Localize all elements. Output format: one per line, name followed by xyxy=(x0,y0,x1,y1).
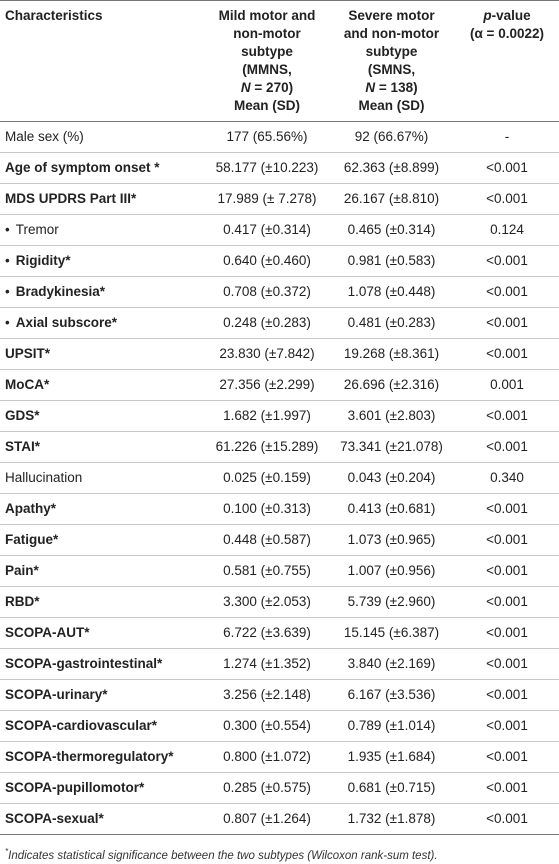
row-label xyxy=(0,494,206,525)
p-value: <0.001 xyxy=(455,432,559,463)
mmns-value: 0.025 (±0.159) xyxy=(206,463,328,494)
row-label-text: Hallucination xyxy=(5,470,83,485)
row-label xyxy=(0,742,206,773)
mmns-value: 0.708 (±0.372) xyxy=(206,277,328,308)
row-label xyxy=(0,711,206,742)
p-value: <0.001 xyxy=(455,649,559,680)
mmns-value: 3.256 (±2.148) xyxy=(206,680,328,711)
mmns-value: 0.640 (±0.460) xyxy=(206,246,328,277)
row-label-text: MDS UPDRS Part III* xyxy=(5,191,137,206)
row-label-text: SCOPA-gastrointestinal* xyxy=(5,656,163,671)
table-row xyxy=(0,122,559,153)
table-row xyxy=(0,401,559,432)
table-row xyxy=(0,742,559,773)
mmns-value: 17.989 (± 7.278) xyxy=(206,184,328,215)
p-value: <0.001 xyxy=(455,587,559,618)
header-smns-line: Mean (SD) xyxy=(358,98,425,113)
smns-value: 0.981 (±0.583) xyxy=(328,246,455,277)
footnote-text: Indicates statistical significance between the two subtypes (Wilcoxon rank-sum test). xyxy=(8,849,438,862)
table-row xyxy=(0,246,559,277)
mmns-value: 1.274 (±1.352) xyxy=(206,649,328,680)
table-row xyxy=(0,432,559,463)
mmns-value: 27.356 (±2.299) xyxy=(206,370,328,401)
table-row xyxy=(0,711,559,742)
row-label-text: UPSIT* xyxy=(5,346,51,361)
row-label-text: Tremor xyxy=(15,222,59,237)
header-mmns-line: Mild motor and xyxy=(218,8,316,23)
row-label-text: Rigidity* xyxy=(15,253,71,268)
smns-value: 3.601 (±2.803) xyxy=(328,401,455,432)
row-label-text: Age of symptom onset * xyxy=(5,160,160,175)
row-label xyxy=(0,308,206,339)
table-row xyxy=(0,184,559,215)
table-row xyxy=(0,494,559,525)
p-value: <0.001 xyxy=(455,804,559,835)
p-value: <0.001 xyxy=(455,401,559,432)
row-label xyxy=(0,463,206,494)
table-row xyxy=(0,618,559,649)
mmns-value: 177 (65.56%) xyxy=(206,122,328,153)
p-value: <0.001 xyxy=(455,153,559,184)
smns-value: 0.789 (±1.014) xyxy=(328,711,455,742)
mmns-value: 0.581 (±0.755) xyxy=(206,556,328,587)
smns-value: 0.681 (±0.715) xyxy=(328,773,455,804)
bullet-icon: • xyxy=(5,253,10,268)
smns-value: 6.167 (±3.536) xyxy=(328,680,455,711)
p-value: <0.001 xyxy=(455,711,559,742)
row-label-text: RBD* xyxy=(5,594,40,609)
table-footnote xyxy=(0,835,559,864)
p-value: <0.001 xyxy=(455,277,559,308)
header-mmns-line: (MMNS, xyxy=(242,62,292,77)
row-label-text: SCOPA-urinary* xyxy=(5,687,108,702)
row-label xyxy=(0,680,206,711)
p-value: <0.001 xyxy=(455,525,559,556)
table-row xyxy=(0,370,559,401)
row-label xyxy=(0,587,206,618)
row-label xyxy=(0,370,206,401)
mmns-value: 1.682 (±1.997) xyxy=(206,401,328,432)
smns-value: 19.268 (±8.361) xyxy=(328,339,455,370)
row-label xyxy=(0,401,206,432)
header-mmns-line: non-motor xyxy=(233,26,301,41)
smns-value: 92 (66.67%) xyxy=(328,122,455,153)
row-label xyxy=(0,649,206,680)
smns-value: 73.341 (±21.078) xyxy=(328,432,455,463)
table-row xyxy=(0,463,559,494)
header-smns-line: N = 138) xyxy=(365,80,418,95)
table-row xyxy=(0,277,559,308)
header-p-line: (α = 0.0022) xyxy=(470,26,544,41)
mmns-value: 0.807 (±1.264) xyxy=(206,804,328,835)
row-label xyxy=(0,773,206,804)
smns-value: 0.465 (±0.314) xyxy=(328,215,455,246)
row-label xyxy=(0,184,206,215)
row-label-text: Axial subscore* xyxy=(15,315,118,330)
header-mmns xyxy=(206,1,328,122)
header-characteristics: Characteristics xyxy=(0,1,206,122)
table-row xyxy=(0,649,559,680)
p-value: 0.001 xyxy=(455,370,559,401)
header-p-line: p-value xyxy=(483,8,531,23)
smns-value: 0.413 (±0.681) xyxy=(328,494,455,525)
row-label-text: Fatigue* xyxy=(5,532,59,547)
row-label-text: SCOPA-AUT* xyxy=(5,625,90,640)
header-smns-line: (SMNS, xyxy=(367,62,416,77)
table-row xyxy=(0,525,559,556)
p-value: <0.001 xyxy=(455,680,559,711)
header-mmns-line: N = 270) xyxy=(240,80,294,95)
header-row xyxy=(0,1,559,122)
table-row xyxy=(0,339,559,370)
smns-value: 1.732 (±1.878) xyxy=(328,804,455,835)
row-label xyxy=(0,618,206,649)
p-value: <0.001 xyxy=(455,494,559,525)
table-row xyxy=(0,556,559,587)
bullet-icon: • xyxy=(5,315,10,330)
mmns-value: 0.417 (±0.314) xyxy=(206,215,328,246)
row-label-text: GDS* xyxy=(5,408,40,423)
row-label-text: Male sex (%) xyxy=(5,129,84,144)
table-row xyxy=(0,215,559,246)
row-label-text: MoCA* xyxy=(5,377,50,392)
row-label xyxy=(0,804,206,835)
row-label xyxy=(0,122,206,153)
p-value: <0.001 xyxy=(455,184,559,215)
header-mmns-line: subtype xyxy=(241,44,293,59)
header-mmns-line: Mean (SD) xyxy=(233,98,300,113)
p-value: <0.001 xyxy=(455,742,559,773)
smns-value: 1.007 (±0.956) xyxy=(328,556,455,587)
footnote-marker: * xyxy=(5,847,9,856)
row-label xyxy=(0,432,206,463)
p-value: <0.001 xyxy=(455,308,559,339)
mmns-value: 0.100 (±0.313) xyxy=(206,494,328,525)
row-label xyxy=(0,525,206,556)
row-label-text: SCOPA-pupillomotor* xyxy=(5,780,145,795)
row-label-text: SCOPA-thermoregulatory* xyxy=(5,749,174,764)
row-label-text: STAI* xyxy=(5,439,41,454)
p-value: <0.001 xyxy=(455,618,559,649)
bullet-icon: • xyxy=(5,284,10,299)
smns-value: 0.481 (±0.283) xyxy=(328,308,455,339)
smns-value: 1.935 (±1.684) xyxy=(328,742,455,773)
smns-value: 15.145 (±6.387) xyxy=(328,618,455,649)
row-label xyxy=(0,153,206,184)
row-label xyxy=(0,339,206,370)
header-smns-line: Severe motor xyxy=(348,8,435,23)
header-p-value xyxy=(455,1,559,122)
mmns-value: 0.248 (±0.283) xyxy=(206,308,328,339)
mmns-value: 0.448 (±0.587) xyxy=(206,525,328,556)
mmns-value: 0.300 (±0.554) xyxy=(206,711,328,742)
p-value: 0.340 xyxy=(455,463,559,494)
row-label xyxy=(0,215,206,246)
header-smns xyxy=(328,1,455,122)
bullet-icon: • xyxy=(5,222,10,237)
table-row xyxy=(0,804,559,835)
row-label-text: SCOPA-sexual* xyxy=(5,811,104,826)
mmns-value: 61.226 (±15.289) xyxy=(206,432,328,463)
mmns-value: 0.800 (±1.072) xyxy=(206,742,328,773)
mmns-value: 58.177 (±10.223) xyxy=(206,153,328,184)
row-label-text: Bradykinesia* xyxy=(15,284,106,299)
smns-value: 26.167 (±8.810) xyxy=(328,184,455,215)
table-row xyxy=(0,773,559,804)
mmns-value: 6.722 (±3.639) xyxy=(206,618,328,649)
table-row xyxy=(0,680,559,711)
row-label-text: Pain* xyxy=(5,563,39,578)
p-value: <0.001 xyxy=(455,773,559,804)
smns-value: 1.073 (±0.965) xyxy=(328,525,455,556)
smns-value: 62.363 (±8.899) xyxy=(328,153,455,184)
table-body xyxy=(0,122,559,835)
smns-value: 26.696 (±2.316) xyxy=(328,370,455,401)
mmns-value: 0.285 (±0.575) xyxy=(206,773,328,804)
header-smns-line: and non-motor xyxy=(343,26,440,41)
mmns-value: 3.300 (±2.053) xyxy=(206,587,328,618)
p-value: 0.124 xyxy=(455,215,559,246)
smns-value: 5.739 (±2.960) xyxy=(328,587,455,618)
mmns-value: 23.830 (±7.842) xyxy=(206,339,328,370)
smns-value: 3.840 (±2.169) xyxy=(328,649,455,680)
smns-value: 1.078 (±0.448) xyxy=(328,277,455,308)
p-value: <0.001 xyxy=(455,339,559,370)
row-label-text: Apathy* xyxy=(5,501,57,516)
row-label xyxy=(0,277,206,308)
p-value: - xyxy=(455,122,559,153)
table-row xyxy=(0,153,559,184)
row-label-text: SCOPA-cardiovascular* xyxy=(5,718,158,733)
row-label xyxy=(0,556,206,587)
smns-value: 0.043 (±0.204) xyxy=(328,463,455,494)
p-value: <0.001 xyxy=(455,246,559,277)
table-row xyxy=(0,308,559,339)
header-smns-line: subtype xyxy=(365,44,418,59)
row-label xyxy=(0,246,206,277)
table-row xyxy=(0,587,559,618)
p-value: <0.001 xyxy=(455,556,559,587)
